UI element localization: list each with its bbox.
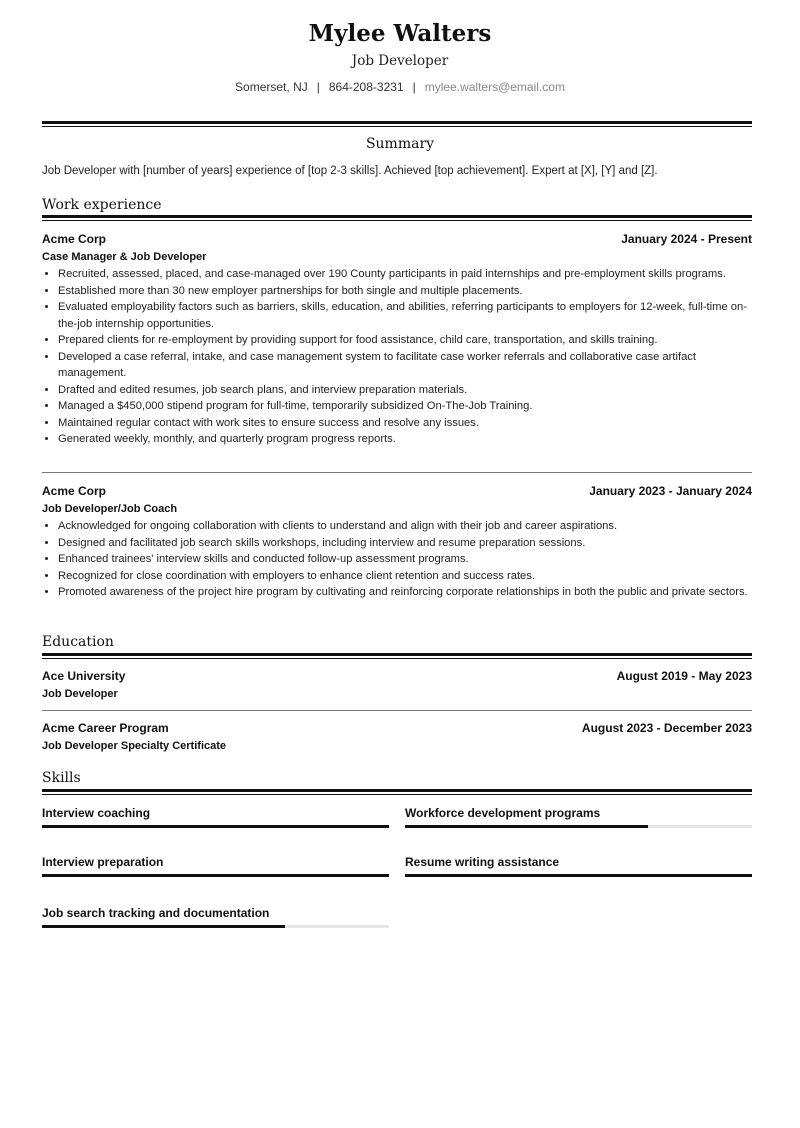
skill-level-bar [405, 874, 752, 877]
job-divider [42, 472, 752, 473]
skills-divider [42, 789, 752, 792]
job-bullets [42, 266, 752, 448]
job-company: Acme Corp [42, 232, 107, 246]
skill-level-fill [405, 874, 752, 877]
skill-level-bar [42, 825, 389, 828]
header-divider [42, 121, 752, 124]
bullet-item: • Enhanced trainees' interview skills and conducted follow-up assessment programs. [58, 551, 752, 568]
skill-level-fill [42, 825, 389, 828]
bullet-item: • Generated weekly, monthly, and quarterly program progress reports. [58, 431, 752, 448]
bullet-item: • Established more than 30 new employer partnerships for both single and multiple placements. [58, 283, 752, 300]
skill-name: Resume writing assistance [405, 855, 560, 869]
skill-item [42, 906, 389, 922]
job-dates: January 2023 - January 2024 [589, 484, 752, 498]
skill-item [42, 806, 389, 822]
work-divider-thin [42, 220, 752, 221]
degree: Job Developer Specialty Certificate [42, 740, 227, 752]
skill-level-bar [42, 925, 389, 928]
job-company: Acme Corp [42, 484, 107, 498]
work-divider [42, 215, 752, 218]
work-heading: Work experience [42, 197, 162, 213]
bullet-item: • Recruited, assessed, placed, and case-managed over 190 County participants in paid internships and pre-employment skills programs. [58, 266, 752, 283]
skill-level-fill [405, 825, 648, 828]
skills-heading: Skills [42, 770, 81, 786]
education-dates: August 2023 - December 2023 [581, 721, 752, 735]
bullet-item: • Evaluated employability factors such as barriers, skills, education, and abilities, referring participants to employers for 12-week, full-time on-the-job internship opportunities. [58, 299, 752, 332]
skill-name: Interview coaching [42, 806, 151, 820]
phone[interactable]: 864-208-3231 [328, 80, 404, 94]
skill-name: Job search tracking and documentation [42, 906, 270, 920]
skill-level-bar [405, 825, 752, 828]
candidate-name: Mylee Walters [308, 20, 492, 47]
bullet-item: • Drafted and edited resumes, job search plans, and interview preparation materials. [58, 382, 752, 399]
bullet-item: • Designed and facilitated job search skills workshops, including interview and resume preparation sessions. [58, 535, 752, 552]
skill-name: Workforce development programs [405, 806, 601, 820]
bullet-item: • Prepared clients for re-employment by providing support for food assistance, child care, transportation, and skills training. [58, 332, 752, 349]
skill-item [405, 806, 752, 822]
education-divider [42, 653, 752, 656]
skill-item [405, 855, 752, 871]
email-link[interactable]: mylee.walters@email.com [424, 80, 565, 94]
header-divider-thin [42, 126, 752, 127]
school-name: Ace University [42, 669, 126, 683]
summary-text: Job Developer with [number of years] experience of [top 2-3 skills]. Achieved [top achievement]. Expert at [X], [Y] and [Z]. [42, 165, 658, 177]
bullet-item: • Recognized for close coordination with employers to enhance client retention and success rates. [58, 568, 752, 585]
separator: | [316, 80, 320, 94]
education-divider-thin [42, 658, 752, 659]
job-dates: January 2024 - Present [621, 232, 752, 246]
job-role: Case Manager & Job Developer [42, 251, 207, 263]
school-name: Acme Career Program [42, 721, 169, 735]
bullet-item: • Promoted awareness of the project hire program by cultivating and reinforcing corporate relationships in both the public and private sectors. [58, 584, 752, 601]
bullet-item: • Maintained regular contact with work sites to ensure success and resolve any issues. [58, 415, 752, 432]
separator: | [412, 80, 416, 94]
skills-divider-thin [42, 794, 752, 795]
skill-level-bar [42, 874, 389, 877]
education-item-divider [42, 710, 752, 711]
skill-level-fill [42, 925, 285, 928]
bullet-item: • Managed a $450,000 stipend program for full-time, temporarily subsidized On-The-Job Training. [58, 398, 752, 415]
candidate-title: Job Developer [351, 53, 449, 69]
education-dates: August 2019 - May 2023 [616, 669, 752, 683]
job-role: Job Developer/Job Coach [42, 503, 178, 515]
summary-heading: Summary [365, 136, 435, 152]
skill-name: Interview preparation [42, 855, 164, 869]
job-bullets [42, 518, 752, 601]
bullet-item: • Developed a case referral, intake, and case management system to facilitate case worker referrals and collaborative case artifact management. [58, 349, 752, 382]
skill-item [42, 855, 389, 871]
location: Somerset, NJ [235, 80, 308, 94]
skill-level-fill [42, 874, 389, 877]
degree: Job Developer [42, 688, 118, 700]
contact-line [0, 80, 800, 94]
bullet-item: • Acknowledged for ongoing collaboration with clients to understand and align with their job and career aspirations. [58, 518, 752, 535]
education-heading: Education [42, 634, 114, 650]
